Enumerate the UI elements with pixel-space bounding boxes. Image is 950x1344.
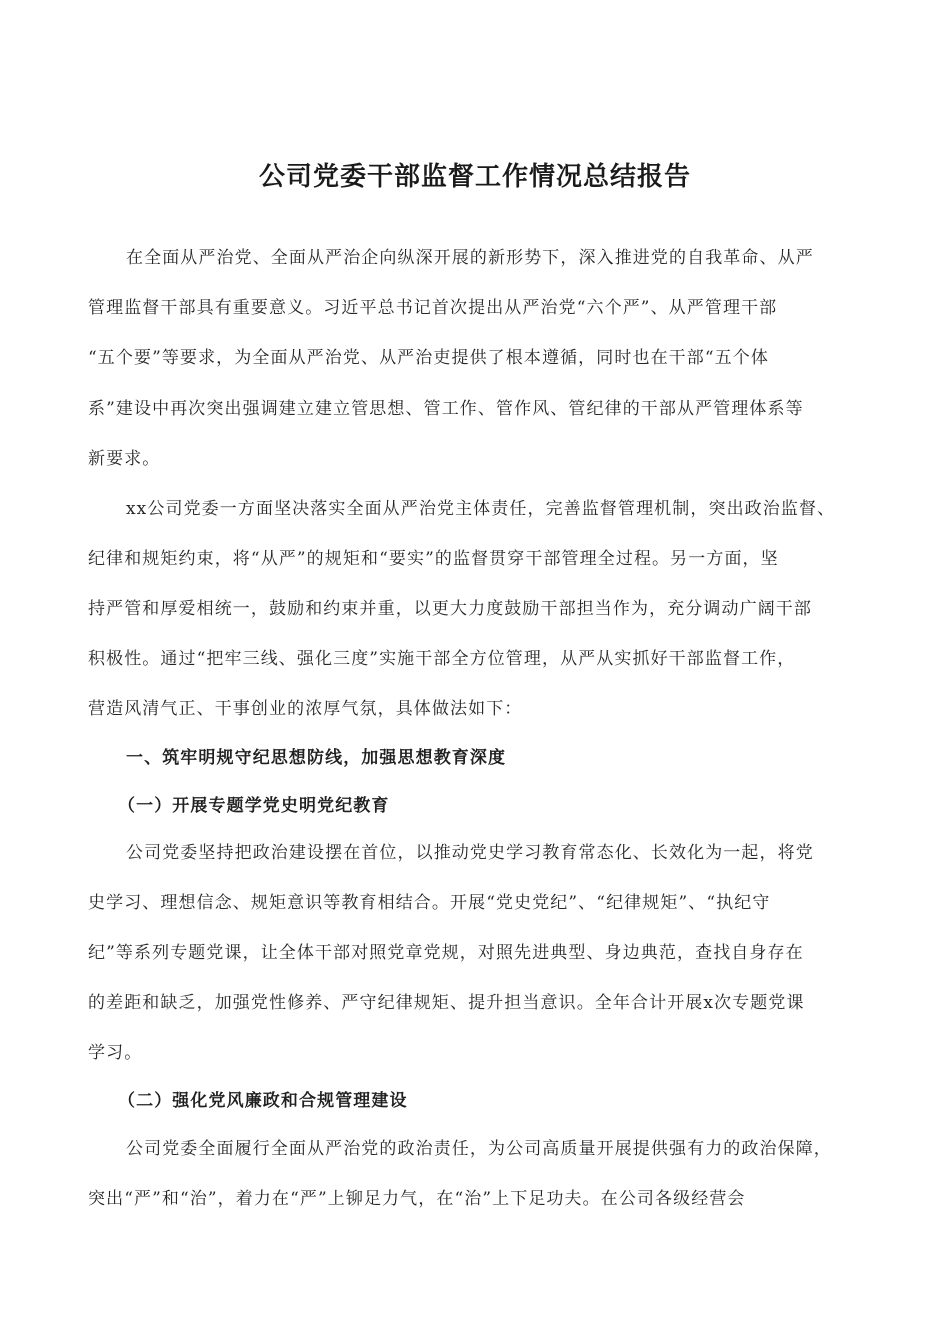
para1-line-1: 在全面从严治党、全面从严治企向纵深开展的新形势下，深入推进党的自我革命、从严: [126, 248, 814, 268]
section-heading-1: 一、筑牢明规守纪思想防线，加强思想教育深度: [126, 748, 507, 768]
para1-line-3: “五个要”等要求，为全面从严治党、从严治吏提供了根本遵循，同时也在干部“五个体: [88, 348, 769, 368]
para3-line-3: 纪”等系列专题党课，让全体干部对照党章党规，对照先进典型、身边典范，查找自身存在: [88, 943, 804, 963]
para4-line-1: 公司党委全面履行全面从严治党的政治责任，为公司高质量开展提供强有力的政治保障，: [126, 1139, 832, 1159]
para1-line-5: 新要求。: [88, 449, 161, 469]
para2-line-3: 持严管和厚爱相统一，鼓励和约束并重，以更大力度鼓励干部担当作为，充分调动广阔干部: [88, 599, 812, 619]
para2-line-5: 营造风清气正、干事创业的浓厚气氛，具体做法如下：: [88, 699, 523, 719]
para3-line-4: 的差距和缺乏，加强党性修养、严守纪律规矩、提升担当意识。全年合计开展x次专题党课: [88, 993, 805, 1013]
para2-line-1: xx公司党委一方面坚决落实全面从严治党主体责任，完善监督管理机制，突出政治监督、: [126, 499, 836, 519]
para3-line-5: 学习。: [88, 1043, 143, 1063]
para3-line-2: 史学习、理想信念、规矩意识等教育相结合。开展“党史党纪”、“纪律规矩”、“执纪守: [88, 893, 771, 913]
para3-line-1: 公司党委坚持把政治建设摆在首位，以推动党史学习教育常态化、长效化为一起，将党: [126, 843, 814, 863]
document-title: 公司党委干部监督工作情况总结报告: [258, 162, 691, 192]
subsection-heading-2: （二）强化党风廉政和合规管理建设: [118, 1091, 408, 1111]
para2-line-2: 纪律和规矩约束，将“从严”的规矩和“要实”的监督贯穿干部管理全过程。另一方面，坚: [88, 549, 779, 569]
para1-line-4: 系”建设中再次突出强调建立建立管思想、管工作、管作风、管纪律的干部从严管理体系等: [88, 399, 804, 419]
para2-line-4: 积极性。通过“把牢三线、强化三度”实施干部全方位管理，从严从实抓好干部监督工作，: [88, 649, 796, 669]
para1-line-2: 管理监督干部具有重要意义。习近平总书记首次提出从严治党“六个严”、从严管理干部: [88, 298, 778, 318]
subsection-heading-1: （一）开展专题学党史明党纪教育: [118, 796, 390, 816]
para4-line-2: 突出“严”和“治”，着力在“严”上铆足力气，在“治”上下足功夫。在公司各级经营会: [88, 1189, 746, 1209]
